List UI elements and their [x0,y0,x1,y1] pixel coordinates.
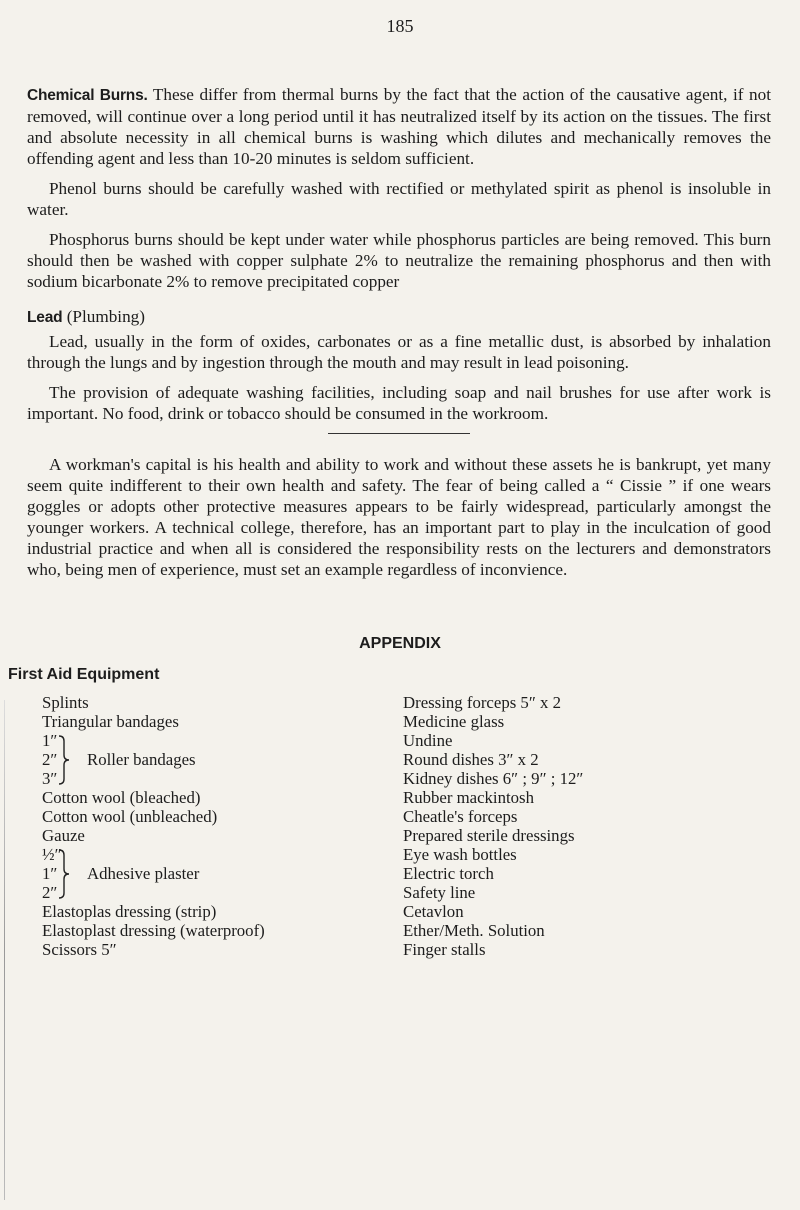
brace-icon [57,849,71,899]
list-item: Dressing forceps 5″ x 2 [403,693,561,712]
list-item: Scissors 5″ [42,940,117,959]
list-item: Round dishes 3″ x 2 [403,750,539,769]
lead-heading-line [27,306,771,328]
size-label: 1″ [42,864,58,883]
chemical-burns-heading: Chemical Burns. [27,87,148,104]
first-aid-heading: First Aid Equipment [8,666,160,683]
scan-edge-line [4,700,5,1200]
adhesive-plaster-group [42,845,265,902]
list-item: Splints [42,693,89,712]
chemical-burns-paragraph [27,84,771,169]
list-item: Safety line [403,883,476,902]
list-item: Electric torch [403,864,494,883]
brace-icon [57,735,71,785]
group-label: Roller bandages [87,750,196,769]
size-label: 2″ [42,750,58,769]
list-item: Cotton wool (unbleached) [42,807,218,826]
list-item: Medicine glass [403,712,505,731]
list-item: Elastoplas dressing (strip) [42,902,217,921]
size-label: 3″ [42,769,58,788]
closing-paragraph: A workman's capital is his health and ability to work and without these assets he is bankrupt, yet many seem quite indifferent to their own health and safety. The fear of being called a “ Cissie ” if one wears goggles or adopts other protective measures appears to be fairly widespread, particularly amongst the younger workers. A technical college, therefore, has an important part to play in the inculcation of good industrial practice and when all is considered the responsibility rests on the lecturers and demonstrators who, being men of experience, must set an example regardless of inconvience. [27,455,771,579]
list-item: Prepared sterile dressings [403,826,575,845]
chemical-burns-text: These differ from thermal burns by the fact that the action of the causative agent, if not removed, will continue over a long period until it has neutralized itself by its action on the tissues. The first and absolute necessity in all chemical burns is washing which dilutes and mechanically removes the offending agent and less than 10-20 minutes is seldom sufficient. [27,85,772,168]
list-item: Undine [403,731,453,750]
size-label: 1″ [42,731,58,750]
roller-bandages-group [42,731,265,788]
list-item: Cotton wool (bleached) [42,788,201,807]
list-item: Gauze [42,826,85,845]
group-label: Adhesive plaster [87,864,200,883]
appendix-title: APPENDIX [359,635,441,652]
page-number: 185 [386,16,414,36]
list-item: Kidney dishes 6″ ; 9″ ; 12″ [403,769,584,788]
list-item: Eye wash bottles [403,845,517,864]
list-item: Cheatle's forceps [403,807,518,826]
phenol-paragraph: Phenol burns should be carefully washed with rectified or methylated spirit as phenol is insoluble in water. [27,179,771,219]
equipment-list-right [403,693,583,959]
phosphorus-paragraph: Phosphorus burns should be kept under water while phosphorus particles are being removed. This burn should then be washed with copper sulphate 2% to neutralize the remaining phosphorus and then with sodium bicarbonate 2% to remove precipitated copper [27,230,771,291]
list-item: Finger stalls [403,940,486,959]
list-item: Ether/Meth. Solution [403,921,545,940]
lead-heading: Lead [27,309,63,326]
list-item: Rubber mackintosh [403,788,534,807]
size-label: 2″ [42,883,58,902]
size-label: ½″ [42,845,62,864]
lead-paragraph-1: Lead, usually in the form of oxides, carbonates or as a fine metallic dust, is absorbed by inhalation through the lungs and by ingestion through the mouth and may result in lead poisoning. [27,332,771,372]
list-item: Triangular bandages [42,712,179,731]
list-item: Elastoplast dressing (waterproof) [42,921,265,940]
lead-heading-note: (Plumbing) [62,307,145,326]
body-text [27,84,771,589]
list-item: Cetavlon [403,902,464,921]
section-divider [328,433,470,434]
equipment-list-left [42,693,265,959]
lead-paragraph-2: The provision of adequate washing facilities, including soap and nail brushes for use after work is important. No food, drink or tobacco should be consumed in the workroom. [27,383,771,423]
